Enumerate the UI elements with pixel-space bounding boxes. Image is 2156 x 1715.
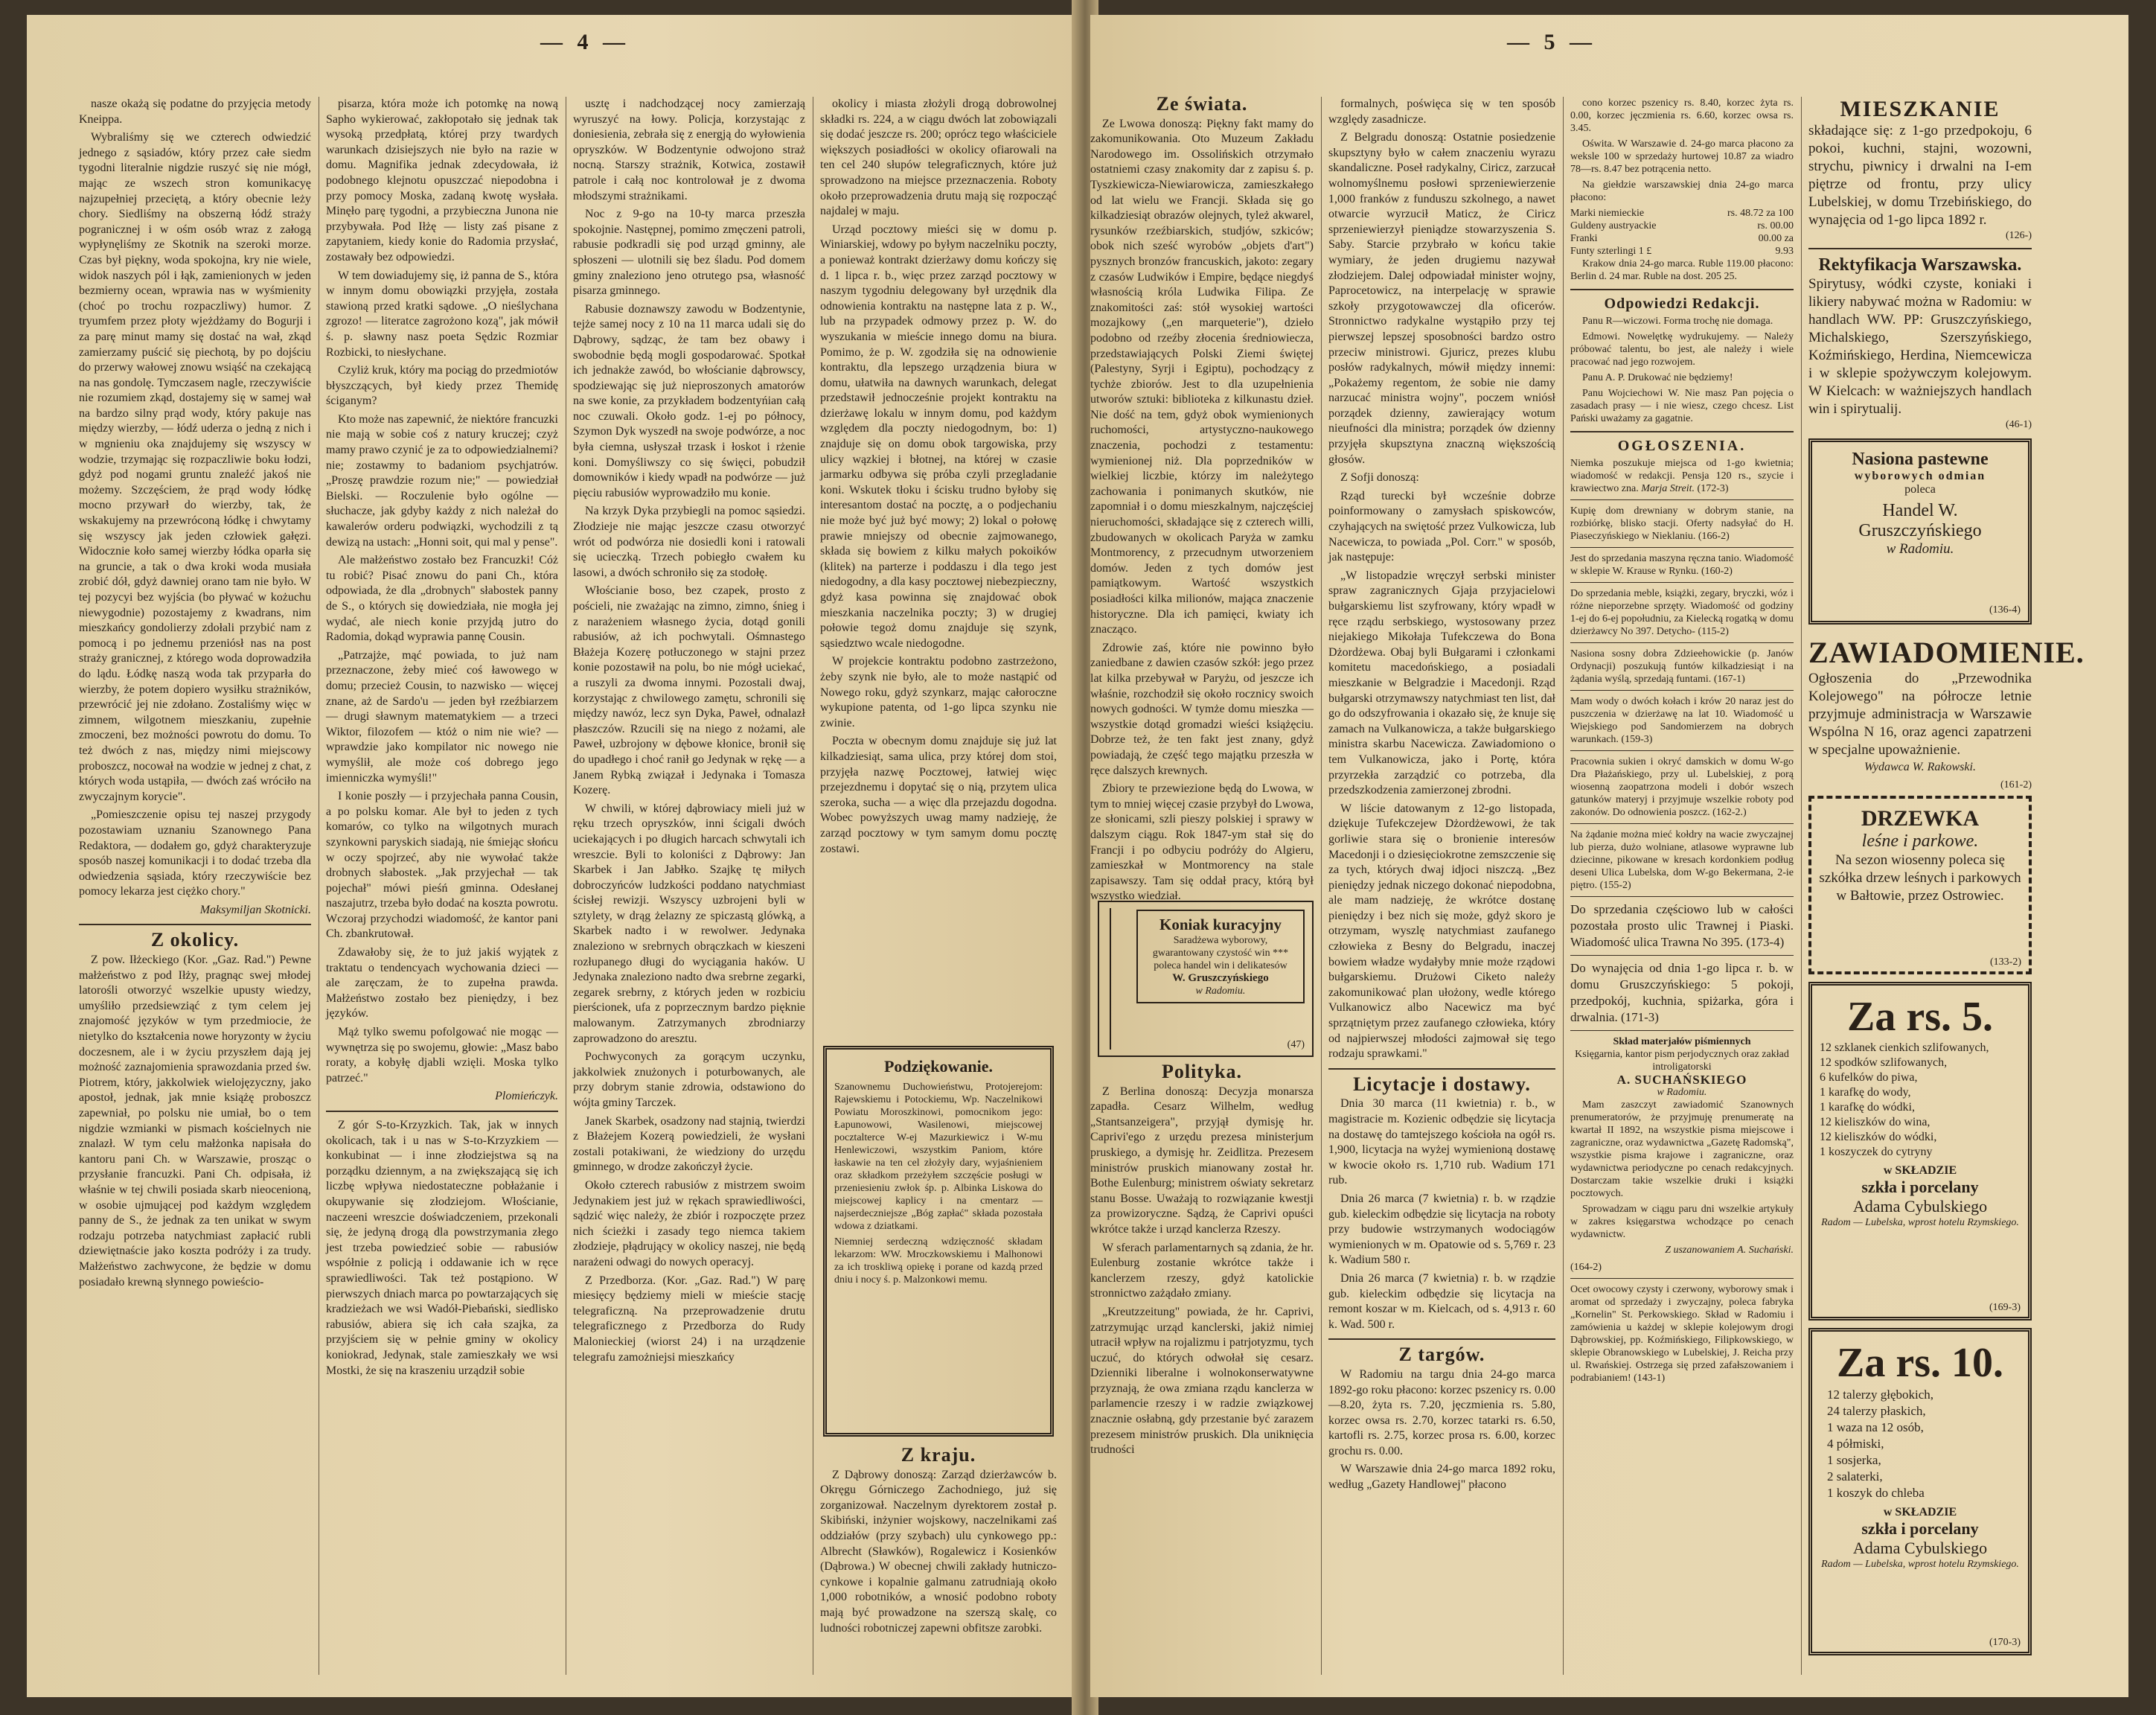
- small-ad-number: (159-3): [1621, 734, 1653, 745]
- nasiona-advert: [1808, 438, 2032, 625]
- small-ad: [1570, 552, 1794, 578]
- sklad-title: Skład materjałów piśmiennych: [1613, 1036, 1751, 1047]
- paragraph: Panu A. P. Drukować nie będziemy!: [1582, 372, 1733, 383]
- koniak-flag: [1136, 910, 1305, 1003]
- paragraph: Janek Skarbek, osadzony nad stajnią, twierdzi z Błażejem Kozerą powiedzieli, że wysłani zostali potakiwani, że wiedziony do urzędu gminnego, w drodze zakończył życie.: [573, 1114, 805, 1174]
- zawiadomienie-title: ZAWIADOMIENIE.: [1808, 636, 2085, 669]
- paragraph: Włościanie boso, bez czapek, prosto z pościeli, nie zważając na zimno, zimno, śnieg i z narażeniem własnego życia, dotąd gonili rabusiów, aż ich pochwytali. Ośmnastego Błażeja Kozerę potłuczonego w stajni przez konie pozostawił na polu, bo nie mógł uciekać, a ruszyli za dwoma innymi. Pozostali dwaj, korzystając z chwilowego zamętu, schronili się między nawóz, lecz syn Dyka, Paweł, odnalazł płaszczów. Rzucili się na niego z nożami, ale Paweł, uzbrojony w dębowe kłonice, bronił się do upadłego i choć ranił go Jedynak w rękę — a Janem Rybką związał i Jedynaka i Tomasza Kozerę.: [573, 584, 805, 797]
- small-ad-number: (173-4): [1746, 935, 1785, 949]
- exchange-value: rs. 00.00: [1757, 220, 1794, 231]
- small-ad-text: Nasiona sosny dobra Zdzieehowickie (p. Janów Ordynacji) poszukują funtów kilkadziesiąt i na żądania wyślą, sprzedają funtami.: [1570, 648, 1794, 685]
- offer-rs10-firm: Adama Cybulskiego: [1852, 1539, 1988, 1557]
- exchange-name: Marki niemieckie: [1570, 208, 1645, 219]
- paragraph: Noc z 9-go na 10-ty marca przeszła spokojnie. Następnej, pomimo zmęczeni patroli, rabusie podkradli się pod urząd gminny, ale spłoszeni — ulotnili się bez śladu. Pod domem gminy znaleziono jeno otrutego psa, własność pisarza gminnego.: [573, 208, 805, 298]
- paragraph: Mam zaszczyt zawiadomić Szanownych prenumeratorów, że przyjmuję prenumeratę na kwartał II 1892, na wszystkie pisma miejscowe i zagraniczne, oraz wydawnictwa „Gazetę Radomską", wszystkie pisma krajowe i zagraniczne, oraz wydawnictwa periodyczne po cenach redakcyjnych. Dostarczam takie wszelkie druki i książki pocztowych.: [1570, 1099, 1794, 1199]
- offer-item: 12 kieliszków do wina,: [1820, 1116, 1931, 1128]
- exchange-value: 00.00 za: [1758, 233, 1794, 244]
- offer-rs5-place: Radom — Lubelska, wprost hotelu Rzymskiego.: [1821, 1217, 2019, 1228]
- ocet-text: Ocet owocowy czysty i czerwony, wyborowy smak i aromat od sprzedaży i zwyczajny, poleca fabryka „Kornelin" St. Perkowskiego. Skład w Radomiu i zamówienia u każdej w sklepie kolejowym drogi Dąbrowskiej, pp. Koźmińskiego, Filipkowskiego, w sklepie Obranowskiego w Lubelskiej, J. Reicha przy ul. Rwańskiej. Ostrzega się przed zafałszowaniem i podrabianiem!: [1570, 1284, 1794, 1384]
- section-title-targow: Z targów.: [1398, 1344, 1485, 1366]
- nasiona-firm: Handel W. Gruszczyńskiego: [1858, 501, 1982, 540]
- koniak-title: Koniak kuracyjny: [1159, 916, 1282, 933]
- paragraph: Dnia 30 marca (11 kwietnia) r. b., w magistracie m. Kozienic odbędzie się licytacja na dostawę do tamtejszego kościoła na ogół rs. 1,900, licytacja na wyżej wymienioną dostawę w kwocie około rs. 1,710 rub. Wadium 171 rub.: [1328, 1097, 1555, 1187]
- paragraph: „Pomieszczenie opisu tej naszej przygody pozostawiam uznaniu Szanownego Pana Redaktora, — dodałem go, gdyż charakteryzuje sposób naszej komunikacji i to dodać trzeba dla odwiedzenia sąsiada, który rzeczywiście bez pomocy lekarza jest ciężko chory.": [79, 808, 311, 898]
- small-ad-number: (162-2.): [1712, 807, 1747, 818]
- divider: [1570, 499, 1794, 500]
- paragraph: Na krzyk Dyka przybiegli na pomoc sąsiedzi. Złodzieje nie mając jeszcze czasu otworzyć wrót od podwórza nie dosiedli koni i ratowali się ucieczką. Trzech pobiegło cwałem ku lasowi, a dwóch schroniło się za stodołę.: [573, 505, 805, 579]
- koniak-place: w Radomiu.: [1195, 986, 1246, 997]
- drzewka-subtitle: leśne i parkowe.: [1861, 831, 1979, 851]
- divider: [1570, 289, 1794, 290]
- paragraph: Panu Wojciechowi W. Nie masz Pan pojęcia o zasadach prasy — i nie wiesz, czego chcesz. List Pański uważamy za gagatnie.: [1570, 388, 1794, 424]
- divider: [1570, 431, 1794, 432]
- nasiona-title: Nasiona pastewne: [1852, 450, 1989, 469]
- column-rule: [1321, 97, 1322, 1675]
- paragraph: Panu R—wiczowi. Forma trochę nie domaga.: [1582, 316, 1773, 327]
- divider: [1570, 1030, 1794, 1031]
- koniak-firm: W. Gruszczyńskiego: [1172, 972, 1269, 984]
- right-column-1: [1090, 93, 1314, 903]
- paragraph: Na giełdzie warszawskiej dnia 24-go marca płacono:: [1570, 179, 1794, 203]
- offer-rs5-foot: w SKŁADZIE: [1883, 1164, 1957, 1177]
- offer-rs10-number: (170-3): [1989, 1637, 2021, 1648]
- left-column-4: [820, 97, 1057, 1027]
- divider: [79, 924, 311, 925]
- paragraph: W chwili, w której dąbrowiacy mieli już w ręku trzech opryszków, inni ścigali dwóch uciekających i po długich harcach schwytali ich wreszcie. Byli to koloniści z Dąbrowy: Jan Skarbek i Jan Jabłko. Szajkę tę miłych dobroczyńców ludzkości poddano natychmiast ścisłej rewizji. Wszyscy uzbrojeni byli w sztylety, w drąg żelazny ze spiczastą glówką, a Skarbek nadto i w rewolwer. Jedynaka znaleziono w srebrnych obrączkach w kieszeni rozłupanego długi do wyciągania haków. U Jedynaka znaleziono nadto dwa srebrne zegarki, zegarek srebrny, z których jeden w rozbiciu pierścionek, ufa z poprzecznym bardzo pięknie malowanym. Zatrzymanych zbrodniarzy zaprowadzono do aresztu.: [573, 802, 805, 1045]
- nasiona-subtitle: wyborowych odmian: [1854, 470, 1986, 482]
- small-ad: [1570, 828, 1794, 892]
- exchange-row: [1570, 207, 1794, 220]
- divider: [1570, 750, 1794, 751]
- left-column-3: [573, 97, 805, 1682]
- exchange-name: Funty szterlingi 1 £: [1570, 246, 1652, 257]
- left-page: [27, 15, 1080, 1697]
- offer-rs10-place: Radom — Lubelska, wprost hotelu Rzymskiego.: [1821, 1559, 2019, 1570]
- section-title-kraju: Z kraju.: [901, 1444, 976, 1466]
- paragraph: Zdrowie zaś, które nie powinno było zaniedbane z dawien czasów szkół: jego przez lat kilka przebywał w Paryżu, od jeszcze ich właśnie, rozchodził się około rocznicy swoich nowych godności. W tymże domu mieszka — wszystkie dotąd gromadzi wieści książęciu. Dobrze też, że ten fakt jest znany, gdyż powiadają, że część tego majątku przeszła w ręce dalszych krewnych.: [1090, 641, 1314, 777]
- divider: [326, 1111, 558, 1112]
- ocet-ad: [1570, 1283, 1794, 1385]
- offer-rs5-title: Za rs. 5.: [1847, 994, 1993, 1040]
- paragraph: W Warszawie dnia 24-go marca 1892 roku, według „Gazety Handlowej" płacono: [1328, 1463, 1555, 1492]
- small-ad-text: Na żądanie można mieć kołdry na wacie zwyczajnej lub pierza, dużo wolniane, atlasowe wyprawne lub dziecinne, pikowane w kresach kordonkiem podług deseni Ulica Lubelska, dom W-go Bekermana, 2-ie piętro.: [1570, 829, 1794, 891]
- page-number-right: — 5 —: [1507, 30, 1596, 54]
- offer-item: 1 koszyk do chleba: [1827, 1486, 1925, 1500]
- paragraph: Pochwyconych za gorącym uczynku, jakkolwiek znużonych i poturbowanych, ale przy dobrym stanie zdrowia, odstawiono do wójta gminy Tarczek.: [573, 1050, 805, 1109]
- koniak-number: (47): [1287, 1039, 1305, 1050]
- paragraph: Rabusie doznawszy zawodu w Bodzentynie, tejże samej nocy z 10 na 11 marca udali się do Dąbrowy, sądząc, że tam bez obawy i swobodnie będą mogli gospodarować. Spotkał ich jednakże zawód, bo włościanie dąbrowscy, spodziewając się już nieproszonych amatorów na swe konie, za przykładem bodzentyńian całą noc czuwali. Około godz. 1-ej po północy, Szymon Dyk wyszedł na swoje podwórze, a noc była ciemna, usłyszał trzask i łoskot i rżenie koni. Domyśliwszy co się święci, pobudził domowników i kiedy wpadł na podwórze — już pięciu rabusiów wyprowadziło mu konie.: [573, 302, 805, 499]
- paragraph: Oświta. W Warszawie d. 24-go marca płacono za weksle 100 w sprzedaży hurtowej 10.87 za wiadro 78—rs. 8.47 bez potrącenia netto.: [1570, 138, 1794, 175]
- koniak-text: Saradżewa wyborowy, gwarantowany czystość win *** poleca handel win i delikatesów: [1152, 935, 1289, 971]
- divider: [1570, 1278, 1794, 1279]
- paragraph: usztę i nadchodzącej nocy zamierzają wyruszyć na łowy. Policja, korzystając z doniesienia, zebrała się z energją do wyłowienia opryszków. W Bodzentynie odwojono straż nocną. Starszy strażnik, Kotwica, zostawił patrole i całą noc kontrolował je z dwoma młodszymi strażnikami.: [573, 98, 805, 202]
- section-title-polityka: Polityka.: [1162, 1061, 1242, 1082]
- small-ad: [1570, 587, 1794, 638]
- offer-rs5-number: (169-3): [1989, 1302, 2021, 1313]
- offer-item: 12 szklanek cienkich szlifowanych,: [1820, 1041, 1989, 1054]
- exchange-row: [1570, 245, 1794, 258]
- small-ad-text: Niemka poszukuje miejsca od 1-go kwietnia; wiadomość w redakcji. Pensja 120 rs., szycie i krawiectwo zna.: [1570, 458, 1794, 494]
- paragraph: Dnia 26 marca (7 kwietnia) r. b. w rządzie gub. kieleckim odbędzie się licytacja na roboty przy budowie wstrzymanych wodociągów wymienionych w m. Opatowie od s. 5,769 r. 23 k. Wadium 580 r.: [1328, 1192, 1555, 1267]
- signature: Maksymiljan Skotnicki.: [199, 903, 311, 916]
- small-ad: [1570, 648, 1794, 686]
- divider: [1570, 582, 1794, 583]
- page-number-left: — 4 —: [540, 30, 630, 54]
- small-ad: [1570, 505, 1794, 543]
- paragraph: Sprowadzam w ciągu paru dni wszelkie artykuły w zakres księgarstwa wchodzące po cenach wydawnictw.: [1570, 1204, 1794, 1240]
- offer-item: 12 spodków szlifowanych,: [1820, 1056, 1948, 1069]
- drzewka-number: (133-2): [1990, 956, 2021, 968]
- offer-item: 1 waza na 12 osób,: [1827, 1420, 1924, 1434]
- paragraph: nasze okażą się podatne do przyjęcia metody Kneippa.: [79, 98, 311, 126]
- small-ad: [1570, 901, 1794, 951]
- small-ad: [1570, 960, 1794, 1026]
- paragraph: Ale małżeństwo zostało bez Francuzki! Cóż tu robić? Pisać znowu do pani Ch., która odpowiada, że dla „drobnych" słabostek panny de S., o których się dowiedziała, nie mogła jej wydać, ale niech konie przyjdą jutro do Radomia, dokąd wyprawia pannę Cousin.: [326, 554, 558, 644]
- exchange-row: [1570, 220, 1794, 232]
- offer-rs5-foot2: szkła i porcelany: [1861, 1178, 1979, 1196]
- divider: [1808, 248, 2032, 249]
- offer-rs5-advert: [1808, 982, 2032, 1320]
- paragraph: W projekcie kontraktu podobno zastrzeżono, żeby szynk nie było, ale to może nastąpić od Nowego roku, gdyż szynkarz, mając całoroczne wykupione patenta, od 1-go lipca szynku nie zwinie.: [820, 655, 1057, 729]
- column-rule: [1563, 97, 1564, 1675]
- paragraph: Zdawałoby się, że to już jakiś wyjątek z traktatu o tendencyach wychowania dzieci — ale zaręczam, że to zupełna prawda. Małżeństwo zostało bez pieniędzy, i bez języków.: [326, 946, 558, 1021]
- divider: [1570, 955, 1794, 956]
- offer-item: 12 talerzy głębokich,: [1827, 1387, 1934, 1402]
- zawiadomienie-number: (161-2): [2000, 779, 2032, 791]
- divider: [1328, 1068, 1555, 1070]
- paragraph: W liście datowanym z 12-go listopada, dziękuje Tufekczejew Dżordżewowi, że tak gorliwie stara się o bronienie interesów Macedonji i o dziesięciokrotne zemszczenie się za tych, których dwaj idjoci niszczą. „Bez pieniędzy jednak niczego dokonać niepodobna, ale mam nadzieję, że wkrótce dostanę pieniędzy i bez nich się może, gdyż skoro je otrzymam, wyszlę natychmiast zaufanego człowieka z Besny do Belgradu, inaczej bowiem władze wydałyby mnie może rządowi bułgarskiemu. Drużowi Ciketo należy zakomunikować plan ułożony, wedle którego Vulkanowicz albo Nacewicz ma być sprzątniętym przez zaufanego człowieka, który od najpierwszej młodości zajmował się tego rodzaju sprawkami.": [1328, 802, 1555, 1061]
- paragraph: Z Dąbrowy donoszą: Zarząd dzierżawców b. Okręgu Górniczego Zachodniego, już się zorganizował. Naczelnym dyrektorem został p. Skibiński, inżynier wojskowy, naczelnikami zaś oddziałów (przy szybach) ulu cynkowego pp.: Albrecht (Sławków), Rogalewicz i Kosienków (Dąbrowa.) W obecnej chwili zakłady hutniczo-cynkowe i kopalnie galmanu zatrudniają około 1,000 robotników, a wnosić podobno roboty mają być prowadzone na szerszą skalę, co ludności robotniczej zapewni obfitsze zarobki.: [820, 1468, 1057, 1635]
- sklad-subtitle: Księgarnia, kantor pism perjodycznych oraz zakład introligatorski: [1575, 1049, 1789, 1073]
- mieszkanie-text: składające się: z 1-go przedpokoju, 6 pokoi, kuchni, stajni, wozowni, strychu, piwnicy i drwalni na I-em piętrze od frontu, przy ulicy Lubelskiej, w domu Trzebińskiego, do wynajęcia od 1-go lipca 1892 r.: [1808, 123, 2032, 228]
- sklad-signature: Z uszanowaniem A. Suchański.: [1665, 1245, 1794, 1256]
- divider: [1570, 823, 1794, 824]
- thanks-text: Szanownemu Duchowieństwu, Protojerejom: Rajewskiemu i Potockiemu, Wp. Naczelnikowi Powiatu Moroszkinowi, pomocnikom jego: Łapunowowi, Wasilenowi, miejscowej pocztalterce W-ej Mazurkiewicz i W-mu Henlewiczowi, wszystkim Paniom, które łaskawie na ten cel złożyły dary, wyjaśnieniem oraz składkom przeżyłem szczęście posługi w przeniesieniu zwłok śp. p. Albinka Liskowa do miejscowej kaplicy i na cmentarz — najserdeczniejsze „Bóg zapłać" składa pozostała wdowa z dziatkami.: [834, 1082, 1043, 1232]
- small-ad-signature: Marja Streit.: [1641, 483, 1695, 494]
- exchange-name: Guldeny austryackie: [1570, 220, 1657, 231]
- offer-rs10-advert: [1808, 1328, 2032, 1655]
- exchange-name: Franki: [1570, 233, 1598, 244]
- paragraph: cono korzec pszenicy rs. 8.40, korzec żyta rs. 0.00, korzec jęczmienia rs. 6.60, korzec owsa rs. 3.45.: [1570, 98, 1794, 134]
- right-column-1-polityka: [1090, 1061, 1314, 1675]
- paragraph: Zbiory te przewiezione będą do Lwowa, w tym to mniej więcej czasie przybył do Lwowa, ze słonicami, szli pieszy polskiej i sprawy w dalszym ciągu. Rok 1847-ym stał się do Francji i po odbyciu podróży do Algieru, zamieszkał w Montmorency na stale zapisawszy. Tam się oddał pracy, którą był wszystko wiedział.: [1090, 782, 1314, 903]
- paragraph: Z Przedborza. (Kor. „Gaz. Rad.") W parę miesięcy będziemy mieli w mieście stację telegraficzną. Na przeprowadzenie drutu telegraficznego z Przedborza do Rudy Malonieckiej (wiorst 24) i na urządzenie telegrafu zamożniejsi mieszkańcy: [573, 1274, 805, 1364]
- small-ad-number: (167-1): [1713, 674, 1745, 685]
- ocet-number: (143-1): [1634, 1373, 1666, 1384]
- koniak-advert: [1098, 901, 1314, 1057]
- paragraph: Z Sofji donoszą:: [1340, 471, 1419, 485]
- paragraph: Czyliż kruk, który ma pociąg do przedmiotów błyszczących, był kiedy przez Themidę ściganym?: [326, 364, 558, 408]
- small-ad-number: (115-2): [1698, 626, 1729, 637]
- section-title-licytacje: Licytacje i dostawy.: [1353, 1073, 1531, 1095]
- paragraph: „Patrzajże, mąć powiada, to już nam przeznaczone, żeby mieć coś ławowego w domu; przecież Cousin, to nazwisko — więcej znane, aż de Sardo'u — jeden był rzeźbiarzem — drugi sławnym matematykiem — a trzeci Wiktor, filozofem — któż o nim nie wie? — wprawdzie jako kompilator nic nowego nie wymyślił, ale może coś dobrego jego imienniczka wymyśli!": [326, 648, 558, 785]
- offer-rs10-title: Za rs. 10.: [1837, 1340, 2003, 1386]
- section-title-swiata: Ze świata.: [1156, 93, 1248, 115]
- section-title-ogloszenia: OGŁOSZENIA.: [1617, 438, 1747, 454]
- paragraph: formalnych, poświęca się w ten sposób względy zasadnicze.: [1328, 98, 1555, 126]
- paragraph: Wybraliśmy się we czterech odwiedzić jednego z sąsiadów, który przez całe siedm tygodni literalnie nigdzie ruszyć się nie mógł, mając ze wszech stron komunikacyę najzupełniej przeciętą, a który obecnie leży chory. Siedliśmy na obszerną łódź straży pogranicznej i w ośm osób wraz z załogą wypłynęliśmy ze Skotnik na szeroki morze. Czas był piękny, woda spokojna, kry nie wiele, widok naszych pól i łąk, zamienionych w jeden bezmierny ocean, wprawia nas w wyśmienity (choć po trochu rozpaczliwy) humor. Z tryumfem przez płoty wjeżdżamy do Bogurji i za parę minut mamy się dostać na wał, zkąd zamierzamy puścić się piechotą, by po dojściu do przerwy wałowej znowu wsiąść na czekającą na nas gondolę. Tymczasem nagle, rzeczywiście nie rozumiem zkąd, dostajemy się w samej wał na bardzo silny prąd wody, który pakuje nas między wierzby, — łódź uderza o jedną z nich i w mgnieniu oka znajdujemy się wszyscy w wodzie, trzymając się rozpaczliwie boku łodzi, gdyż pod nogami gruntu znaleźć jakoś nie możemy. Szczęściem, że prąd wody łódkę mocno przywarł do wierzby, tak, że wskakujemy na przewróconą łódkę i chwytamy się wszyscy jak jeden człowiek gałęzi. Widocznie koło samej wierzby łódka oparła się na gruncie, a tak o dwa kroki woda musiała zrobić dół, gdyż dawniej orano tam nie było. W tej pozycyi bez wyjścia (bo pływać w kożuchu niewygodnie) pozostajemy z kwadrans, nim mieszkańcy gondolierzy zdołali przybić nam z pomocą i po jednemu przeniósł nas na post straży granicznej, z którego woda doprowadziła do lądu. Łódkę naszą woda tak przyparła do wierzby, że potem dopiero wysiłku strażników, przewrócić jej nie zdołano. Zostaliśmy więc w zimnem, wilgotnem mieszkaniu, zupełnie zmoczeni, bez możności powrotu do domu. To też dwóch z nas, między nimi miejscowy proboszcz, nocował na wodzie w jednej z chat, z których woda ustąpiła, — dwóch zaś wróciło na zwyczajnym korycie".: [79, 131, 311, 803]
- zawiadomienie-text: Ogłoszenia do „Przewodnika Kolejowego" na półrocze letnie przyjmuje administracja w Warszawie Wspólna N 16, oraz agenci zapatrzeni w specjalne upoważnienie.: [1808, 671, 2032, 758]
- mieszkanie-title: MIESZKANIE: [1840, 97, 2000, 121]
- sklad-firm: A. SUCHAŃSKIEGO: [1616, 1073, 1747, 1087]
- thanks-notice: [823, 1046, 1054, 1437]
- divider: [1570, 642, 1794, 643]
- flagpole-icon: [1110, 908, 1111, 1050]
- small-ad: [1570, 457, 1794, 495]
- offer-item: 2 salaterki,: [1827, 1469, 1883, 1484]
- paragraph: Edmowi. Nowelętkę wydrukujemy. — Należy próbować talentu, bo jest, ale należy i wiele pracować nad jego rozwojem.: [1570, 331, 1794, 368]
- exchange-value: rs. 48.72 za 100: [1727, 208, 1794, 219]
- thanks-text-2: Niemniej serdeczną wdzięczność składam lekarzom: WW. Mroczkowskiemu i Malhonowi za ich troskliwą opiekę i porane od kazdą przed dniu i nocy ś. p. Malzonkowi memu.: [834, 1236, 1043, 1286]
- thanks-title: Podziękowanie.: [883, 1057, 994, 1076]
- offer-item: 1 karafkę do wody,: [1820, 1086, 1911, 1099]
- rekt-text: Spirytusy, wódki czyste, koniaki i likiery nabywać można w Radomiu: w handlach WW. PP: Gruszczyńskiego, Michalskiego, Szerszyńskiego, Koźmińskiego, Herdina, Niemcewicza i w sklepie spożywczym kolejowym. W Kielcach: w ważniejszych handlach win i spirytualij.: [1808, 276, 2032, 417]
- divider: [1570, 896, 1794, 897]
- paragraph: Mąż tylko swemu pofolgować nie mogąc — wywnętrza się po swojemu, głowie: „Masz babo roraty, a kobyłę djabli wzięli. Moska tylko patrzeć.": [326, 1026, 558, 1085]
- offer-rs10-foot2: szkła i porcelany: [1861, 1519, 1979, 1538]
- sklad-number: (164-2): [1570, 1262, 1602, 1273]
- drzewka-text: Na sezon wiosenny poleca się szkółka drzew leśnych i parkowych w Bałtowie, przez Ostrowiec.: [1819, 852, 2021, 904]
- small-ad-text: Jest do sprzedania maszyna ręczna tanio. Wiadomość w sklepie W. Krause w Rynku.: [1570, 553, 1794, 577]
- paragraph: Z pow. Iłżeckiego (Kor. „Gaz. Rad.") Pewne małżeństwo z pod Iłży, pragnąc swej młodej latorośli otworzyć wszelkie upusty wiedzy, umyśliło przedsiewziąć z tym celem jej znajomość języków w tym przedmiocie, że nietylko do kształcenia nowe horyzonty w życiu doczesnem, ale i w życiu przyszłem dają jej możność zaznajomienia sprawozdania przed św. Piotrem, który, jakkolwiek wielojęzyczny, jako apostoł, jednak, jak mnie książę proboszcz zapewniał, po polsku nie umiał, bo o tem nigdzie wzmianki w pismach kościelnych nie znalazł. W tym celu małżonka napisała do kantoru pani Ch. w Warszawie, prosząc o przysłanie francuzki. Pani Ch. odpisała, iż właśnie w tej chwili posiada skarb nieocenioną, w osobie ujmującej pod każdym względem panny de S., że jednak za ten unikat w swym rodzaju potrzeba natychmiast zapłacić rubli dziewiętnaście jako koszta podróży i za trudy. Małżeństwo zachwycone, że będzie w domu posiadało krewną słynnego powieścio-: [79, 954, 311, 1288]
- rekt-number: (46-1): [2006, 419, 2032, 430]
- offer-rs5-items: [1820, 1041, 2021, 1160]
- offer-rs10-foot: w SKŁADZIE: [1883, 1506, 1957, 1518]
- nasiona-number: (136-4): [1989, 604, 2021, 616]
- paragraph: Kto może nas zapewnić, że niektóre francuzki nie mają w sobie coś z natury kruczej; czyż mamy prawo czynić je za to odpowiedzialnemi? nie; zostawmy to badaniom psychjatrów. „Proszę prawdzie rozum nie;" — powiedział Bielski. — Roczulenie było ogólne — słuchacze, jak gdyby każdy z nich należał do kawalerów orderu podwiązki, wychodzili z tą dewizą na ustach: „Honni soit, qui mal y pense".: [326, 412, 558, 549]
- small-ad-text: Do wynajęcia od dnia 1-go lipca r. b. w domu Gruszczyńskiego: 5 pokoji, przedpokój, kuchnia, spiżarka, góra i drwalnia.: [1570, 961, 1794, 1024]
- offer-rs10-items: [1820, 1387, 2021, 1501]
- nasiona-poleca: poleca: [1904, 483, 1936, 496]
- exchange-row: [1570, 232, 1794, 245]
- offer-item: 6 kufelków do piwa,: [1820, 1071, 1918, 1084]
- signature: Plomieńczyk.: [495, 1090, 558, 1103]
- offer-item: 12 kieliszków do wódki,: [1820, 1131, 1937, 1143]
- paragraph: Z Berlina donoszą: Decyzja monarsza zapadła. Cesarz Wilhelm, według „Stantsanzeigera", przyjął dymisję hr. Caprivi'ego z urzędu prezesa ministerjum pruskiego, a dymisję hr. Zeidlitza. Prezesem ministrów pruskich mianowany został hr. Bothe Eulenburg; ministrem oświaty sekretarz stanu Bosse. Uważają to rozwiązanie kwestji za prowizoryczne. Sądzą, że Caprivi opuści wkrótce także i urząd kanclerza Rzeszy.: [1090, 1085, 1314, 1236]
- nasiona-place: w Radomiu.: [1886, 541, 1954, 557]
- paragraph: Ze Lwowa donoszą: Piękny fakt mamy do zakomunikowania. Oto Muzeum Zakładu Narodowego im. Ossolińskich otrzymało ostatniemi czasy znakomity dar z zapisu ś. p. Tyszkiewicza-Niewiarowicza, zamieszkałego od lat wielu we Francji. Składa się go kilkadziesiąt obrazów olejnych, tyleż akwarel, rysunków rzeźbiarskich, studjów, szkiców; obok nich sześć wyrobów „objets d'art") pysznych bronzów francuskich, jakoto: zegary z czasów Ludwików i Empire, będące niegdyś własnością króla Ludwika Filipa. Ze znakomitości zaś: stół wysokiej wartości mozajkowy („en marqueterie"), dzieło podobno od rzeźby złocenia średniowiecza, przedstawiających Polski Ziemi świętej (Palestyny, Syrji i Egiptu), pochodzący z tychże zbiorów. Jest to dla uzupełnienia utworów sztuki: biblioteka z kilkunastu dzieł. Nie dość na tem, gdyż obok wymienionych ruchomości, artystyczno-naukowego znaczenia, pochodzi z testamentu: wymienionej niż. Dla poprzedników w wielkiej liczbie, którzy im należytego zachowania i ponimanych skutków, nie zapomniał i o domu mieszkalnym, najczęściej nieruchomości, składające się z czterech willi, zbudowanych w okolicach Paryża w zamku Montmorency, z przecudnym utworzeniem domów. Jeden z tych domów jest pamiątkowym. Wartość wszystkich posiadłości kilka milionów, mająca znaczenie historyczne. Dla ich pamięci, kwiaty ich znacząco.: [1090, 117, 1314, 636]
- divider: [1328, 1338, 1555, 1340]
- rekt-title: Rektyfikacja Warszawska.: [1818, 255, 2022, 275]
- offer-item: 24 talerzy płaskich,: [1827, 1404, 1926, 1418]
- paragraph: Urząd pocztowy mieści się w domu p. Winiarskiej, wdowy po byłym naczelniku poczty, a ponieważ kontrakt dzierżawy domu kończy się d. 1 lipca r. b., więc przez zarząd pocztowy w naszym tygodniu delegowany był urzędnik dla odnowienia kontraktu na następne lata z p. W., lub na przypadek odmowy przez p. W. do wyszukania w mieście innego domu na biura. Pomimo, że p. W. zgodziła się na odnowienie kontraktu, dla lepszego urządzenia biura w domu, ułatwiła na dawnych warunkach, delegat przedstawił jednocześnie projekt kontraktu na dzierżawę lokalu w innym domu, pod każdym względem dla poczty niedogodnym, bo: 1) znajduje się on domu obok targowiska, przy ulicy wązkiej i błotnej, na której w czasie jarmarku odbywa się próba czyli przegladanie koni. Wskutek tłoku i ścisku trudno byłoby się interesantom dostać na pocztę, a o podjechaniu nie może być już być mowy; 2) lokal o połowę prawie mniejszy od obecnie zajmowanego, składa się bowiem z kilku małych pokoików (klitek) na parterze i poddaszu i dla tego jest niedogodny, a dla kasy pocztowej niebezpieczny, gdyż kasa powinna się znajdować obok mieszkania naczelnika poczty; 3) w drugiej połowie tegoż domu znajduje się szynk, sąsiedztwo wcale niedogodne.: [820, 223, 1057, 650]
- left-column-2: [326, 97, 558, 1682]
- paragraph: Poczta w obecnym domu znajduje się już lat kilkadziesiąt, sama ulica, przy której dom stoi, przyjęła nazwę Pocztowej, łatwiej więc przejezdnemu i dopytać się o nią, przytem ulica szeroka, sucha — a więc dla przejazdu dogodna. Wobec powyższych uwag mamy nadzieję, że zarząd pocztowy w tym samym domu pocztę zostawi.: [820, 735, 1057, 855]
- small-ad: [1570, 756, 1794, 819]
- offer-rs5-firm: Adama Cybulskiego: [1852, 1197, 1988, 1216]
- paragraph: Rząd turecki był wcześnie dobrze poinformowany o zamysłach spiskowców, czyhających na swiętość przez Vulkowicza, lub Nacewicza, to powiada „Pol. Corr." w sposób, jak następuje:: [1328, 489, 1555, 564]
- zawiadomienie-signature: Wydawca W. Rakowski.: [1864, 761, 1976, 773]
- column-rule: [1801, 97, 1802, 1675]
- small-ad-text: Do sprzedania meble, książki, zegary, bryczki, wóz i różne nieporzebne sprzęty. Wiadomość od godziny 1-ej do 6-ej popołudniu, za Kielecką rogatką w domu dzierżawcy No 397. Detycho-: [1570, 588, 1794, 637]
- paragraph: okolicy i miasta złożyli drogą dobrowolnej składki rs. 224, a w ciągu dwóch lat zobowiązali się dodać jeszcze rs. 200; oprócz tego właściciele większych posiadłości w okolicy ofiarowali na ten cel 240 słupów telegraficznych, które już sprowadzono na miejsce przeznaczenia. Roboty około przeprowadzenia drutu mają się rozpocząć najdalej w maju.: [820, 98, 1057, 218]
- paragraph: W tem dowiadujemy się, iż panna de S., która w innym domu obowiązki przyjęła, została stawioną przed kratki sądowe. „O nieślychana zgrozo! — literatce zagrożono kozą", jak mówił ś. p. sławny nasz poeta Sędzic Rozmiar Rozbicki, to niesłychane.: [326, 269, 558, 359]
- small-ad-text: Kupię dom drewniany w dobrym stanie, na rozbiórkę, blisko stacji. Oferty nadsyłać do H. Piaseczyńskiego w Nieklaniu.: [1570, 505, 1794, 542]
- paragraph: Około czterech rabusiów z mistrzem swoim Jedynakiem jest już w rękach sprawiedliwości, sądzić więc należy, że zbiór i rozpoczęte przez nich ścieżki i zasady tego niemca takiem złodzieje, płądrujący w okolicy naszej, nie będą narażeni odwagi do nowych operacyj.: [573, 1178, 805, 1268]
- right-page: [1090, 15, 2128, 1697]
- offer-item: 1 karafkę do wódki,: [1820, 1101, 1915, 1114]
- drzewka-advert: [1808, 796, 2032, 974]
- left-column-1: [79, 97, 311, 1682]
- small-ad-text: Mam wody o dwóch kołach i krów 20 naraz jest do puszczenia w dzierżawę na lat 10. Wiadomość u Wiejskiego pod Sandomierzem na dobrych warunkach.: [1570, 696, 1794, 745]
- small-ad-number: (155-2): [1599, 880, 1631, 891]
- section-title-okolicy: Z okolicy.: [150, 929, 240, 951]
- paragraph: W sferach parlamentarnych są zdania, że hr. Eulenburg zostanie wkrótce także i kanclerzem rzeszy, gdyż katolickie stronnictwo zażądało zmiany.: [1090, 1241, 1314, 1300]
- divider: [1570, 690, 1794, 691]
- paragraph: Z Belgradu donoszą: Ostatnie posiedzenie skupsztyny było w całem znaczeniu wyrazu skandaliczne. Poseł radykalny, Ciricz, zarzucał wolnomyślnemu posłowi sprzeniewierzenie 1,000 franków z funduszu szkolnego, a nawet otwarcie wyrzucił Maticz, że Ciricz sprzeniewierzył pieniądze stowarzyszenia S. Saby. Starcie przybrało w końcu takie wymiary, że jeden drugiemu nazywał złodziejem. Dalej odpowiadał minister wojny, Paprocetowicz, na interpelację w sprawie szkoły przygotowawczej dla oficerów. Stronnictwo radykalne wystąpiło przy tej pierwszej lepszej sposobności bardzo ostro przeciw ministrowi. Gjuricz, prezes klubu posłów radykalnych, mówił między innemi: „Pokażemy regentom, że sobie nie damy narzucać ministra wojny", poczem wniósł porządek dzienny, zawierający wotum nieufności dla ministra; porządek ów dzienny przyjęła skupsztyna znaczną większością głosów.: [1328, 131, 1555, 466]
- right-column-3: [1570, 97, 1794, 1682]
- left-column-4-kraju: [820, 1444, 1057, 1671]
- small-ad-number: (160-2): [1701, 566, 1733, 577]
- small-ad-number: (166-2): [1698, 531, 1730, 542]
- mieszkanie-number: (126-): [2006, 230, 2032, 241]
- small-ad-number: (172-3): [1697, 483, 1729, 494]
- right-column-4: [1808, 97, 2085, 1682]
- divider: [1570, 547, 1794, 548]
- section-title-odpowiedzi: Odpowiedzi Redakcji.: [1604, 296, 1760, 312]
- paragraph: W Radomiu na targu dnia 24-go marca 1892-go roku płacono: korzec pszenicy rs. 0.00—8.20, żyta rs. 7.20, jęczmienia rs. 5.80, korzec owsa rs. 2.70, korzec tatarki rs. 6.50, kartofli rs. 2.75, korzec prosa rs. 6.00, korzec grochu rs. 0.00.: [1328, 1367, 1555, 1457]
- small-ad-text: Do sprzedania częściowo lub w całości pozostała prosto ulic Trawnej i Piaski. Wiadomość ulica Trawna No 395.: [1570, 902, 1794, 949]
- exchange-value: 9.93: [1775, 246, 1794, 257]
- paragraph: pisarza, która może ich potomkę na nową Sapho wykierować, zakłopotało się jednak tak wysoką przedpłatą, której przy twardych warunkach dzisiejszych nie było na razie w domu. Magnifika jednak zdecydowała, iż podobnego klejnotu opuszczać niepodobna i przy pomocy Moska, zadaną kwotę wysłała. Minęło parę tygodni, a przybieczna Junona nie przybywała. Pod Iłżę — listy zaś pisane z zapytaniem, kiedy konie do Radomia przysłać, zostawały bez odpowiedzi.: [326, 98, 558, 264]
- drzewka-title: DRZEWKA: [1861, 806, 1980, 831]
- paragraph: Z gór S-to-Krzyzkich. Tak, jak w innych okolicach, tak i u nas w S-to-Krzyzkiem — konkubinat — i inne złodziejstwa są na porządku dziennym, a na zwiększającą się ich liczbę wpływa niedostateczne pobłażanie i okupywanie się złodziejom. Włościanie, naczeeni wreszcie doświadczeniem, przekonali się, że jedyną drogą dla powstrzymania złego jest trzeba powiedzieć sobie — rabusiów współnie z policją i oddawanie ich w ręce sprawiedliwości. Tak też postąpiono. W pierwszych dniach marca po powtarzających się kradzieżach we wsi Wadół-Piebański, siedlisko rabusiów, abiera się ich cała szajka, za przyjściem się w pełnie gminy w okolicy koniokrad, Jedynak, stale zamieszkały we wsi Mostki, że się na kraszeniu urządził sobie: [326, 1119, 558, 1377]
- offer-item: 1 sosjerka,: [1827, 1453, 1881, 1467]
- paragraph: I konie poszły — i przyjechała panna Cousin, a po polsku komar. Ale był to jeden z tych komarów, co tylko na wilgotnych murach szynkowni paryskich siadają, nie śmiejąc słońcu w oczy spojrzeć, aby nie wywołać także drobnych słabostek. „Jak przyjechał — tak pojechał" mówi pieśń gminna. Odesłanej naszajutrz, trzeba było dodać na koszta powrotu. Wczoraj przychodzi wiadomość, że kantor pani Ch. zbankrutował.: [326, 790, 558, 941]
- sklad-place: w Radomiu.: [1657, 1087, 1707, 1098]
- paragraph: „W listopadzie wręczył serbski minister spraw zagranicznych Gjaja przyjacielowi bułgarskiemu list szyfrowany, który wpadł w ręce rządu serbskiego, wystosowany przez niejakiego Mikołaja Tufekczewa do Bona Dżordżewa. Obaj byli Bułgarami i członkami komitetu macedońskiego, a posiadali mieszkanie w Belgradzie i Macedonji. Rząd bułgarski otrzymawszy natychmiast ten list, dał go do odszyfrowania i okazało się, że knuje się zamach na Vulkanowicza, a także bułgarskiego ministra skarbu Nacewicza. Zawiadomiono o tem Vulkanowicza, jako i Portę, która przyrzekła zarządzić co potrzeba, dla przedszkodzenia zamierzonej zbrodni.: [1328, 569, 1555, 797]
- offer-item: 4 półmiski,: [1827, 1437, 1884, 1451]
- exchange-note: Krakow dnia 24-go marca. Ruble 119.00 płacono: Berlin d. 24 mar. Ruble na dost. 205 25.: [1570, 258, 1794, 282]
- small-ad-text: Pracownia sukien i okryć damskich w domu W-go Dra Płażańskiego, przy ul. Lubelskiej, z porą wiosenną zaopatrzona modeli i dobór wszech gatunków materyj i przyjmuje wszelkie roboty pod zakonów. Do odnowienia poszcz.: [1570, 756, 1794, 818]
- offer-item: 1 koszyczek do cytryny: [1820, 1146, 1933, 1158]
- paragraph: Dnia 26 marca (7 kwietnia) r. b. w rządzie gub. kieleckim odbędzie się licytacja na remont koszar w m. Kielcach, od s. 4,913 r. 60 k. Wad. 500 r.: [1328, 1271, 1555, 1331]
- small-ad: [1570, 695, 1794, 746]
- paragraph: „Kreutzzeitung" powiada, że hr. Caprivi, zatrzymując urząd kanclerski, jakiż nimiej utracił wpływ na rojalizmu i patrjotyzmu, tych uczuć, do których odwołał się cesarz. Dzienniki liberalne i wolnokonserwatywne przyznają, że owa zmiana rządu kanclerza w parlamencie rzeszy i w radzie związkowej znacznie osłabną, gdy przestanie być zarazem prezesem ministrów pruskich. Dla uniknięcia trudności: [1090, 1305, 1314, 1457]
- right-column-2: [1328, 97, 1555, 1682]
- small-ad-number: (171-3): [1620, 1010, 1659, 1024]
